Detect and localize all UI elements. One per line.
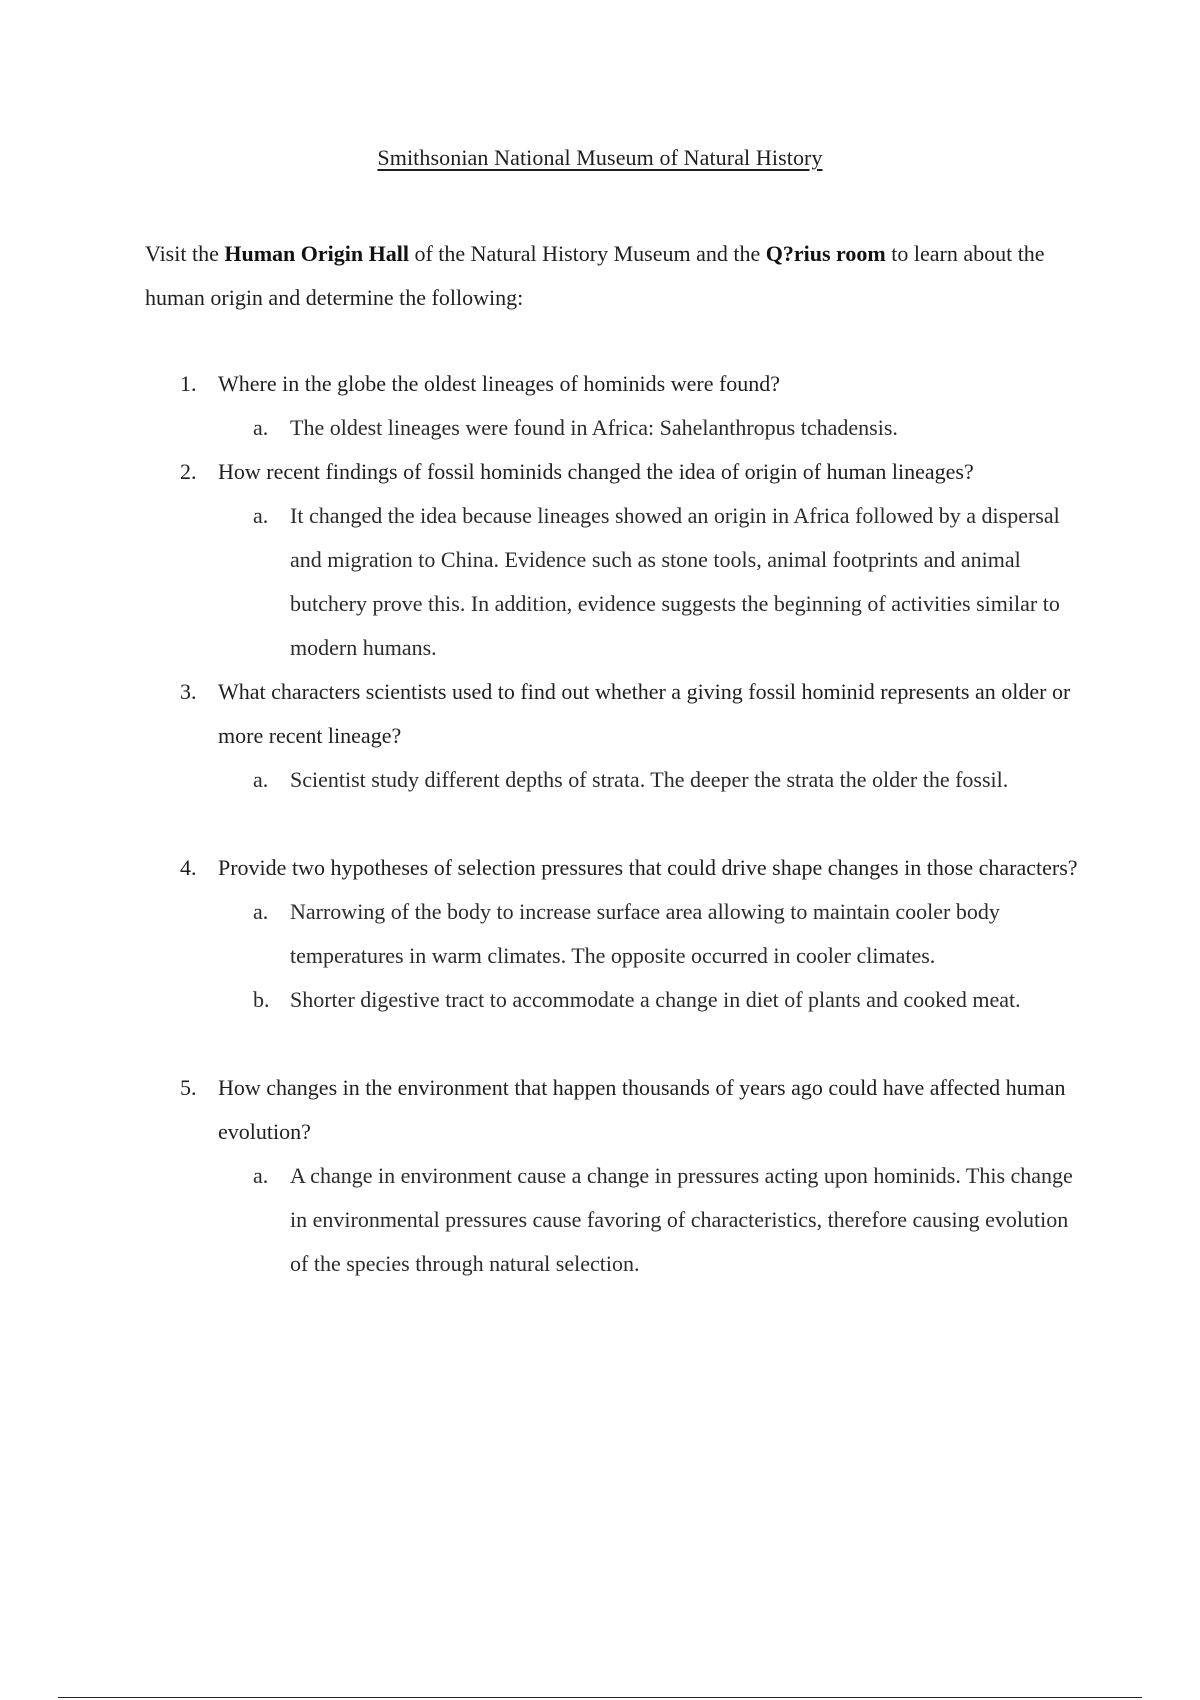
question-number: 3. (180, 679, 197, 704)
answer-item (0, 1154, 1200, 1286)
intro-text-1: Visit the (145, 241, 225, 266)
answer-item (0, 758, 1200, 802)
question-text: How recent findings of fossil hominids changed the idea of origin of human lineages? (218, 459, 974, 484)
answer-item (0, 406, 1200, 450)
intro-paragraph (145, 232, 1105, 320)
spacer (0, 802, 1200, 846)
question-number: 1. (180, 371, 197, 396)
page-title: Smithsonian National Museum of Natural History (377, 145, 823, 170)
question-item (0, 1066, 1200, 1154)
question-number: 5. (180, 1075, 197, 1100)
intro-text-3: to learn about the human origin and determine the following: (145, 241, 1045, 310)
answer-text: Scientist study different depths of strata. The deeper the strata the older the fossil. (290, 767, 1009, 792)
answer-letter: a. (253, 503, 269, 528)
question-list (0, 362, 1200, 1286)
question-item (0, 846, 1200, 890)
question-text: How changes in the environment that happen thousands of years ago could have affected human evolution? (218, 1075, 1066, 1144)
answer-text: Narrowing of the body to increase surface area allowing to maintain cooler body temperatures in warm climates. The opposite occurred in cooler climates. (290, 899, 1000, 968)
answer-text: A change in environment cause a change in pressures acting upon hominids. This change in environmental pressures cause favoring of characteristics, therefore causing evolution of the species through natural selection. (290, 1163, 1073, 1276)
answer-letter: a. (253, 1163, 269, 1188)
answer-text: It changed the idea because lineages showed an origin in Africa followed by a dispersal and migration to China. Evidence such as stone tools, animal footprints and animal butchery prove this. In addition, evidence suggests the beginning of activities similar to modern humans. (290, 503, 1060, 660)
answer-item (0, 494, 1200, 670)
intro-text-2: of the Natural History Museum and the (408, 241, 766, 266)
question-number: 4. (180, 855, 197, 880)
answer-item (0, 978, 1200, 1022)
answer-letter: a. (253, 899, 269, 924)
question-text: Where in the globe the oldest lineages of hominids were found? (218, 371, 781, 396)
answer-letter: a. (253, 415, 269, 440)
answer-text: The oldest lineages were found in Africa: Sahelanthropus tchadensis. (290, 415, 898, 440)
answer-item (0, 890, 1200, 978)
answer-text: Shorter digestive tract to accommodate a change in diet of plants and cooked meat. (290, 987, 1021, 1012)
intro-bold-qrius-room: Q?rius room (765, 241, 886, 266)
spacer (0, 1022, 1200, 1066)
question-text: Provide two hypotheses of selection pressures that could drive shape changes in those characters? (218, 855, 1078, 880)
question-item (0, 362, 1200, 406)
question-item (0, 450, 1200, 494)
question-text: What characters scientists used to find out whether a giving fossil hominid represents an older or more recent lineage? (218, 679, 1071, 748)
page-bottom-rule (58, 1697, 1142, 1698)
answer-letter: b. (253, 987, 270, 1012)
answer-letter: a. (253, 767, 269, 792)
intro-bold-human-origin-hall: Human Origin Hall (224, 241, 409, 266)
question-number: 2. (180, 459, 197, 484)
question-item (0, 670, 1200, 758)
